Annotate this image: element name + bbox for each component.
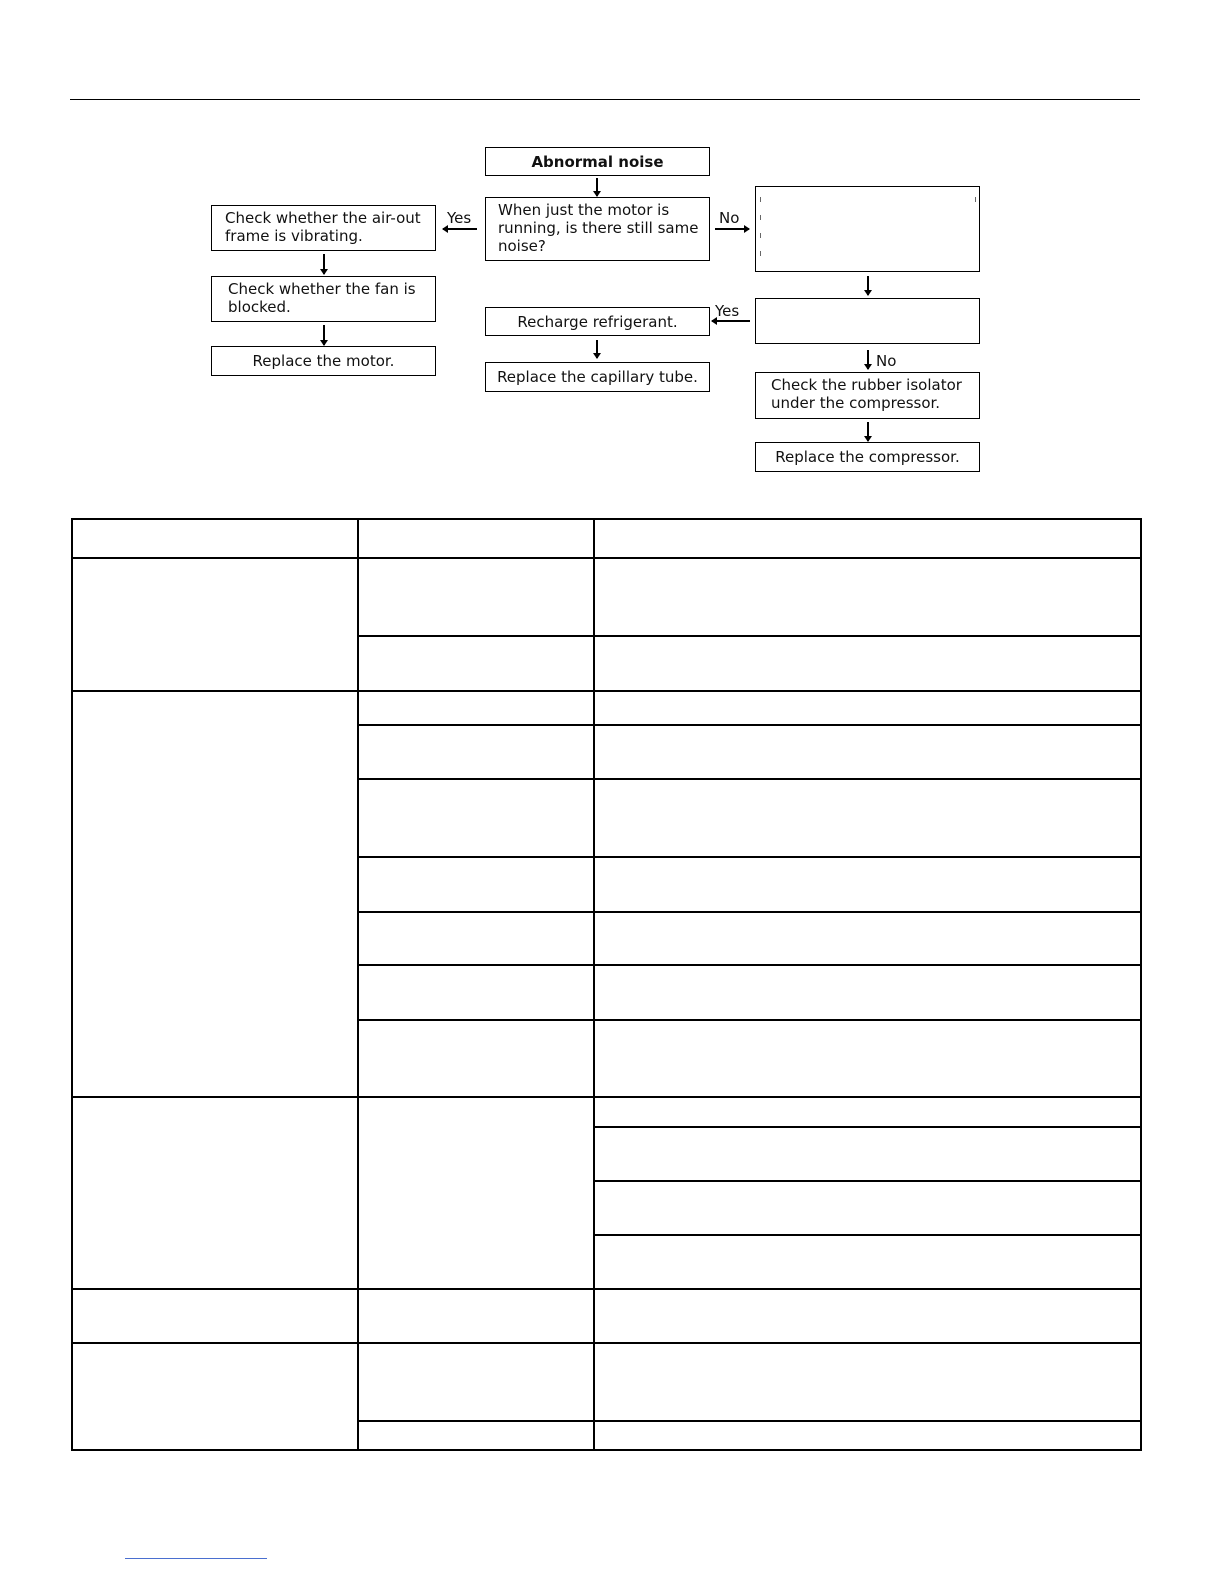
flow-replace-capillary: Replace the capillary tube.	[485, 362, 710, 392]
table-cell	[72, 1289, 358, 1343]
table-cell	[594, 1097, 1141, 1127]
flow-blank-box-upper	[755, 186, 980, 272]
arrow-to-recharge	[712, 320, 750, 322]
table-cell	[358, 1421, 594, 1450]
table-row	[72, 558, 1141, 636]
table-cell	[72, 1097, 358, 1289]
table-cell	[594, 1235, 1141, 1289]
table-cell	[358, 691, 594, 725]
flow-recharge-refrigerant: Recharge refrigerant.	[485, 307, 710, 336]
arrow-fan-to-motor	[323, 325, 325, 345]
table-header-row	[72, 519, 1141, 558]
table-cell	[358, 912, 594, 965]
flow-check-isolator: Check the rubber isolator under the compressor.	[755, 372, 980, 419]
table-cell	[358, 558, 594, 636]
header-cell	[72, 519, 358, 558]
scan-specks	[760, 197, 764, 257]
table-row	[72, 1343, 1141, 1421]
label-no-right: No	[719, 209, 740, 227]
table-cell	[358, 1020, 594, 1097]
table-cell	[358, 779, 594, 857]
flow-replace-compressor: Replace the compressor.	[755, 442, 980, 472]
table-cell	[358, 1097, 594, 1289]
table-cell	[594, 779, 1141, 857]
header-cell	[358, 519, 594, 558]
arrow-isolator-to-compressor	[867, 422, 869, 441]
arrow-recharge-to-capillary	[596, 340, 598, 358]
table-cell	[358, 636, 594, 691]
label-yes-refrigerant: Yes	[715, 302, 740, 320]
table-cell	[594, 1289, 1141, 1343]
table-cell	[594, 857, 1141, 912]
table-cell	[594, 1181, 1141, 1235]
table-cell	[358, 725, 594, 779]
label-no-compressor: No	[876, 352, 897, 370]
table-cell	[594, 558, 1141, 636]
table-cell	[358, 965, 594, 1020]
table-cell	[594, 1127, 1141, 1181]
flow-check-fan: Check whether the fan is blocked.	[211, 276, 436, 322]
flow-start-abnormal-noise: Abnormal noise	[485, 147, 710, 176]
arrow-question-to-frame	[443, 228, 477, 230]
table-cell	[594, 1421, 1141, 1450]
arrow-start-to-question	[596, 178, 598, 196]
arrow-upper-to-lower-blank	[867, 276, 869, 295]
arrow-question-to-right	[715, 228, 749, 230]
flow-replace-motor: Replace the motor.	[211, 346, 436, 376]
table-row	[72, 1097, 1141, 1127]
arrow-to-isolator	[867, 350, 869, 369]
header-rule	[70, 99, 1140, 100]
table-cell	[72, 558, 358, 691]
header-cell	[594, 519, 1141, 558]
table-cell	[358, 1289, 594, 1343]
label-yes-left: Yes	[447, 209, 472, 227]
table-cell	[594, 636, 1141, 691]
scan-speck-right	[975, 197, 976, 202]
table-cell	[594, 1343, 1141, 1421]
table-cell	[72, 1343, 358, 1450]
footer-link-underline	[125, 1558, 267, 1559]
table-row	[72, 691, 1141, 725]
table-row	[72, 1289, 1141, 1343]
arrow-frame-to-fan	[323, 254, 325, 274]
table-cell	[594, 725, 1141, 779]
flow-question-motor-noise: When just the motor is running, is there still same noise?	[485, 197, 710, 261]
table-cell	[594, 691, 1141, 725]
table-cell	[594, 912, 1141, 965]
table-cell	[594, 1020, 1141, 1097]
table-cell	[358, 857, 594, 912]
flow-blank-box-lower	[755, 298, 980, 344]
table-cell	[72, 691, 358, 1097]
troubleshooting-table	[71, 518, 1142, 1451]
flow-check-frame: Check whether the air-out frame is vibrating.	[211, 205, 436, 251]
table-cell	[594, 965, 1141, 1020]
table-cell	[358, 1343, 594, 1421]
